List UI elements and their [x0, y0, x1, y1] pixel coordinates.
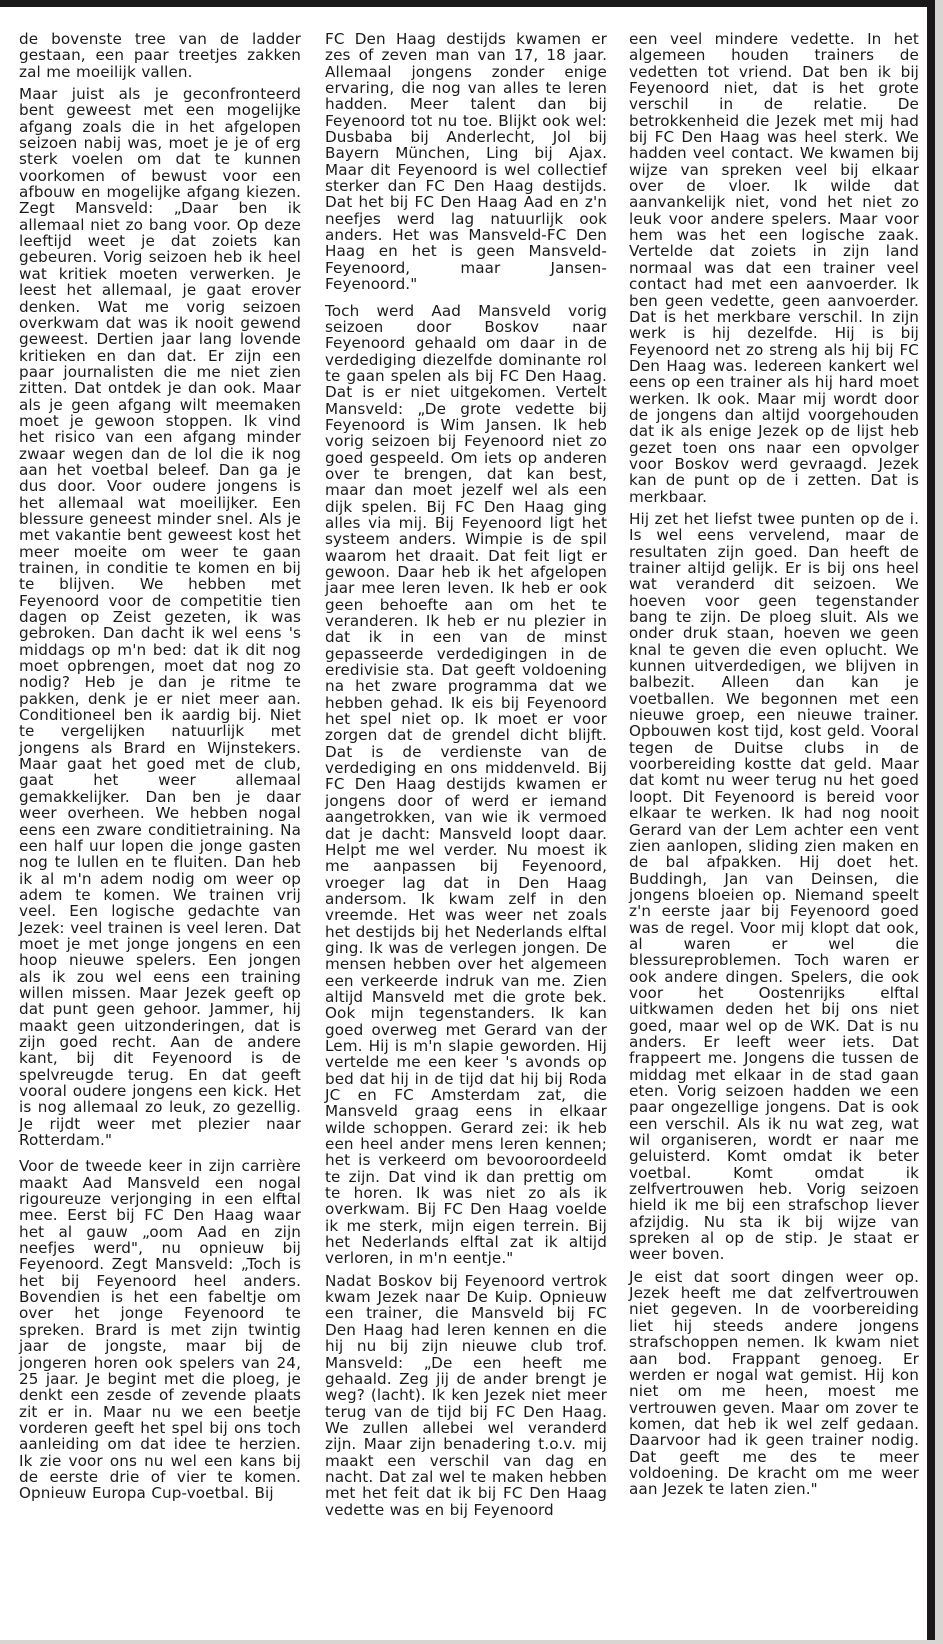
paragraph: Hij zet het liefst twee punten op de i. Is wel eens vervelend, maar de resultaten zijn goed. Dan heeft de trainer altijd gelijk. Er is bij ons heel wat veranderd dit seizoen. We hoeven voor geen tegenstander bang te zijn. De ploeg sluit. Als we onder druk staan, hoeven we geen knal te geven die even oplucht. We kunnen uitverdedigen, we blijven in balbezit. Alleen dan kan je voetballen. We begonnen met een nieuwe groep, een nieuwe trainer. Opbouwen kost tijd, kost geld. Vooral tegen de Duitse clubs in de voorbereiding kostte dat geld. Maar dat komt nu weer terug nu het goed loopt. Dit Feyenoord is bereid voor elkaar te werken. Ik had nog nooit Gerard van der Lem achter een vent zien aanlopen, sliding zien maken en de bal afpakken. Hij doet het. Buddingh, Jan van Deinsen, die jongens bloeien op. Niemand speelt z'n eerste jaar bij Feyenoord goed was de regel. Voor mij klopt dat ook, al waren er wel die blessureproblemen. Toch waren er ook andere dingen. Spelers, die ook voor het Oostenrijks elftal uitkwamen deden het bij ons niet goed, maar wel op de WK. Dat is nu anders. Er leeft weer iets. Dat frappeert me. Jongens die tussen de middag met elkaar in de stad gaan eten. Vorig seizoen hadden we een paar ongezellige jongens. Dat is ook een verschil. Als ik nu wat zeg, wat wil organiseren, wordt er naar me geluisterd. Komt omdat ik beter voetbal. Komt omdat ik zelfvertrouwen heb. Vorig seizoen hield ik me bij een strafschop liever afzijdig. Nu sta ik bij wijze van spreken al op de stip. Je staat er weer boven. [629, 509, 919, 1264]
paragraph: Je eist dat soort dingen weer op. Jezek heeft me dat zelfvertrouwen niet gegeven. In de voorbereiding liet hij steeds andere jongens strafschoppen nemen. Ik kwam niet aan bod. Frappant genoeg. Er werden er nogal wat gemist. Hij kon niet om me heen, moest me vertrouwen geven. Maar om zover te komen, dat heb ik wel zelf gedaan. Daarvoor had ik geen trainer nodig. Dat geeft me des te meer voldoening. De kracht om me weer aan Jezek te laten zien." [629, 1267, 919, 1499]
article-column-3 [629, 31, 919, 1504]
paragraph: Nadat Boskov bij Feyenoord vertrok kwam Jezek naar De Kuip. Opnieuw een trainer, die Mansveld bij FC Den Haag had leren kennen en die hij nu bij zijn nieuwe club trof. Mansveld: „De een heeft me gehaald. Zeg jij de ander brengt je weg? (lacht). Ik ken Jezek niet meer terug van de tijd bij FC Den Haag. We zullen allebei wel veranderd zijn. Maar zijn benadering t.o.v. mij maakt een verschil van dag en nacht. Dat zal wel te maken hebben met het feit dat ik bij FC Den Haag vedette was en bij Feyenoord [325, 1271, 607, 1519]
article-column-2 [325, 31, 607, 1524]
article-column-1 [19, 31, 301, 1508]
paragraph: Voor de tweede keer in zijn carrière maakt Aad Mansveld een nogal rigoureuze verjonging in een elftal mee. Eerst bij FC Den Haag waar het al gauw „oom Aad en zijn neefjes werd", nu opnieuw bij Feyenoord. Zegt Mansveld: „Toch is het bij Feyenoord heel anders. Bovendien is het een fabeltje om over het jonge Feyenoord te spreken. Brard is met zijn twintig jaar de jongste, maar bij de jongeren horen ook spelers van 24, 25 jaar. Je begint met die ploeg, je denkt een zesde of zevende plaats zit er in. Maar nu we een beetje vorderen geeft het spel bij ons toch aanleiding om dat idee te herzien. Ik zie voor ons nu wel een kans bij de eerste drie of vier te komen. Opnieuw Europa Cup-voetbal. Bij [19, 1157, 301, 1503]
paragraph: FC Den Haag destijds kwamen er zes of zeven man van 17, 18 jaar. Allemaal jongens zonder enige ervaring, die nog van alles te leren hadden. Meer talent dan bij Feyenoord tot nu toe. Blijkt ook wel: Dusbaba bij Anderlecht, Jol bij Bayern München, Ling bij Ajax. Maar dit Feyenoord is wel collectief sterker dan FC Den Haag destijds. Dat het bij FC Den Haag Aad en z'n neefjes werd lag natuurlijk ook anders. Het was Mansveld-FC Den Haag en het is geen Mansveld-Feyenoord, maar Jansen-Feyenoord." [325, 30, 607, 294]
paragraph: Toch werd Aad Mansveld vorig seizoen door Boskov naar Feyenoord gehaald om daar in de verdediging diezelfde dominante rol te gaan spelen als bij FC Den Haag. Dat is er niet uitgekomen. Vertelt Mansveld: „De grote vedette bij Feyenoord is Wim Jansen. Ik heb vorig seizoen bij Feyenoord niet zo goed gespeeld. Om iets op anderen over te brengen, dat kan best, maar dan moet jezelf wel als een dijk spelen. Bij FC Den Haag ging alles via mij. Bij Feyenoord ligt het systeem anders. Wimpie is de spil waarom het draait. Dat feit ligt er gewoon. Daar heb ik het afgelopen jaar mee leren leven. Ik heb er ook geen behoefte aan om het te veranderen. Ik heb er nu plezier in dat ik in een van de minst gepasseerde verdedigingen in de eredivisie sta. Dat geeft voldoening na het zware programma dat we hebben gehad. Ik eis bij Feyenoord het spel niet op. Ik moet er voor zorgen dat de grendel dicht blijft. Dat is de verdienste van de verdediging en ons middenveld. Bij FC Den Haag destijds kwamen er jongens door of werd er iemand aangetrokken, van wie ik vermoed dat je dacht: Mansveld loopt daar. Helpt me wel verder. Nu moest ik me aanpassen bij Feyenoord, vroeger lag dat in Den Haag andersom. Ik kwam zelf in den vreemde. Het was weer net zoals het destijds bij het Nederlands elftal ging. Ik was de verlegen jongen. De mensen hebben over het algemeen een verkeerde indruk van me. Zien altijd Mansveld met die grote bek. Ook mijn tegenstanders. Ik kan goed overweg met Gerard van der Lem. Hij is m'n slapie geworden. Hij vertelde me een keer 's avonds op bed dat hij in de tijd dat hij bij Roda JC en FC Amsterdam zat, die Mansveld graag eens in elkaar wilde schoppen. Gerard zei: ik heb een heel ander mens leren kennen; het is verkeerd om bevooroordeeld te zijn. Dat vind ik dan prettig om te horen. Ik was niet zo als ik overkwam. Bij FC Den Haag voelde ik me sterk, mijn eigen terrein. Bij het Nederlands elftal zat ik altijd verloren, in m'n eentje." [325, 301, 607, 1268]
paragraph: een veel mindere vedette. In het algemeen houden trainers de vedetten tot vriend. Dat ben ik bij Feyenoord niet, dat is het grote verschil in de relatie. De betrokkenheid die Jezek met mij had bij FC Den Haag was heel sterk. We hadden veel contact. We kwamen bij wijze van spreken veel bij elkaar over de vloer. Ik wilde dat aanvankelijk niet, vond het niet zo leuk voor andere spelers. Maar voor hem was het een logische zaak. Vertelde dat zoiets in zijn land normaal was dat een trainer veel contact had met een aanvoerder. Ik ben geen vedette, geen aanvoerder. Dat is het merkbare verschil. In zijn werk is hij dezelfde. Hij is bij Feyenoord net zo streng als hij bij FC Den Haag was. Iedereen kankert wel eens op een trainer als hij hard moet werken. Ik ook. Maar mij wordt door de jongens dan altijd voorgehouden dat ik als enige Jezek op de lijst heb gezet toen ons naar een opvolger voor Boskov werd gevraagd. Jezek kan de punt op de i zetten. Dat is merkbaar. [629, 30, 919, 506]
paragraph: Maar juist als je geconfronteerd bent geweest met een mogelijke afgang zoals die in het afgelopen seizoen nabij was, moet je je of erg sterk voelen om dat te kunnen voorkomen of bewust voor een afbouw en mogelijke afgang kiezen. Zegt Mansveld: „Daar ben ik allemaal niet zo bang voor. Op deze leeftijd weet je dat zoiets kan gebeuren. Vorig seizoen heb ik heel wat kritiek moeten verwerken. Je leest het allemaal, je gaat erover denken. Wat me vorig seizoen overkwam dat was ik nooit gewend geweest. Dertien jaar lang lovende kritieken en dan dat. Er zijn een paar journalisten die me niet zien zitten. Dat ontdek je dan ook. Maar als je geen afgang wilt meemaken moet je gewoon stoppen. Ik vind het risico van een afgang minder zwaar wegen dan de lol die ik nog aan het voetbal beleef. Dan ga je dus door. Voor oudere jongens is het allemaal wat moeilijker. Een blessure geneest minder snel. Als je met vakantie bent geweest kost het meer moeite om weer te gaan trainen, in conditie te komen en bij te blijven. We hebben met Feyenoord voor de competitie tien dagen op Zeist gezeten, ik was gebroken. Dan dacht ik wel eens 's middags op m'n bed: dat ik dit nog moet opbrengen, moet dat nog zo nodig? Heb je dan je ritme te pakken, denk je er niet meer aan. Conditioneel ben ik aardig bij. Niet te vergelijken natuurlijk met jongens als Brard en Wijnstekers. Maar gaat het goed met de club, gaat het weer allemaal gemakkelijker. Dan ben je daar weer overheen. We hebben nogal eens een zware conditietraining. Na een half uur lopen die jonge gasten nog te lullen en te fluiten. Dan heb ik al m'n adem nodig om weer op adem te komen. We trainen vrij veel. Een logische gedachte van Jezek: veel trainen is veel leren. Dat moet je met jonge jongens en een hoop nieuwe spelers. Een jongen als ik zou wel eens een training willen missen. Maar Jezek geeft op dat punt geen gehoor. Jammer, hij maakt geen uitzonderingen, dat is zijn goed recht. Aan de andere kant, bij dit Feyenoord is de spelvreugde terug. En dat geeft vooral oudere jongens een kick. Het is nog allemaal zo leuk, zo gezellig. Je rijdt weer met plezier naar Rotterdam." [19, 85, 301, 1150]
paragraph: de bovenste tree van de ladder gestaan, een paar treetjes zakken zal me moeilijk vallen. [19, 30, 301, 81]
